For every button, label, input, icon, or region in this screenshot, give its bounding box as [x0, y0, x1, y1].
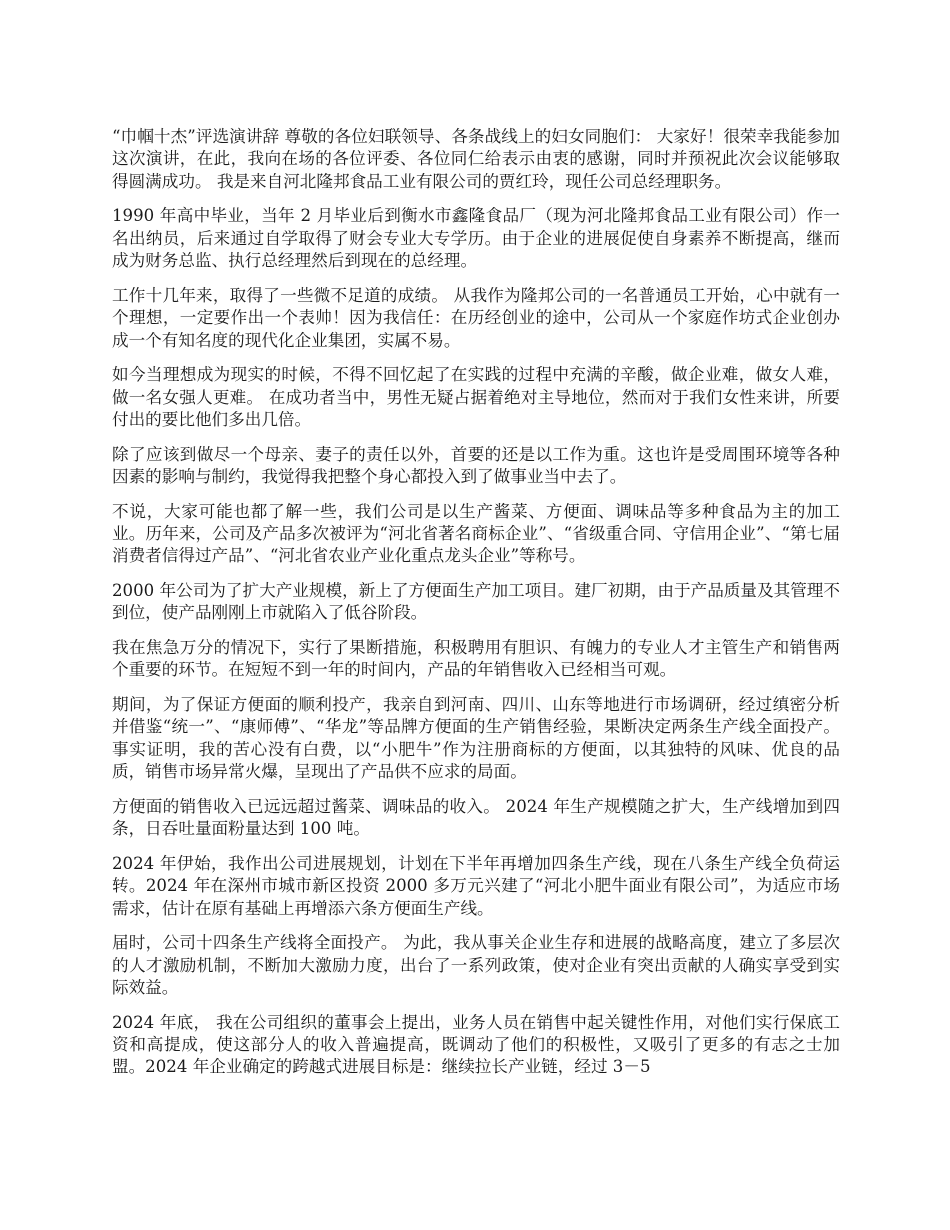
paragraph-7: 2000 年公司为了扩大产业规模，新上了方便面生产加工项目。建厂初期，由于产品质量及其管理不到位，使产品刚刚上市就陷入了低谷阶段。	[112, 581, 840, 623]
paragraph-2: 1990 年高中毕业，当年 2 月毕业后到衡水市鑫隆食品厂（现为河北隆邦食品工业有限公司）作一名出纳员，后来通过自学取得了财会专业大专学历。由于企业的进展促使自身素养不断提高，继而成为财务总监、执行总经理然后到现在的总经理。	[112, 206, 840, 271]
paragraph-1: “巾帼十杰”评选演讲辞 尊敬的各位妇联领导、各条战线上的妇女同胞们： 大家好！很荣幸我能参加这次演讲，在此，我向在场的各位评委、各位同仁给表示由衷的感谢，同时并预祝此次会议能够取得圆满成功。 我是来自河北隆邦食品工业有限公司的贾红玲，现任公司总经理职务。	[112, 127, 840, 191]
paragraph-13: 2024 年底， 我在公司组织的董事会上提出，业务人员在销售中起关键性作用，对他们实行保底工资和高提成，使这部分人的收入普遍提高，既调动了他们的积极性，又吸引了更多的有志之士加盟。2024 年企业确定的跨越式进展目标是：继续拉长产业链，经过 3－5	[112, 1012, 840, 1077]
paragraph-10: 方便面的销售收入已远远超过酱菜、调味品的收入。 2024 年生产规模随之扩大，生产线增加到四条，日吞吐量面粉量达到 100 吨。	[112, 796, 840, 839]
paragraph-12: 届时，公司十四条生产线将全面投产。 为此，我从事关企业生存和进展的战略高度，建立了多层次的人才激励机制，不断加大激励力度，出台了一系列政策，使对企业有突出贡献的人确实享受到实际效益。	[112, 933, 840, 998]
paragraph-9: 期间，为了保证方便面的顺利投产，我亲自到河南、四川、山东等地进行市场调研，经过缜密分析并借鉴“统一”、“康师傅”、“华龙”等品牌方便面的生产销售经验，果断决定两条生产线全面投产。事实证明，我的苦心没有白费，以“小肥牛”作为注册商标的方便面，以其独特的风味、优良的品质，销售市场异常火爆，呈现出了产品供不应求的局面。	[112, 695, 840, 782]
paragraph-5: 除了应该到做尽一个母亲、妻子的责任以外，首要的还是以工作为重。这也许是受周围环境等各种因素的影响与制约，我觉得我把整个身心都投入到了做事业当中去了。	[112, 444, 840, 487]
paragraph-8: 我在焦急万分的情况下，实行了果断措施，积极聘用有胆识、有魄力的专业人才主管生产和销售两个重要的环节。在短短不到一年的时间内，产品的年销售收入已经相当可观。	[112, 638, 840, 680]
paragraph-4: 如今当理想成为现实的时候，不得不回忆起了在实践的过程中充满的辛酸，做企业难，做女人难，做一名女强人更难。 在成功者当中，男性无疑占据着绝对主导地位，然而对于我们女性来讲，所要付出的要比他们多出几倍。	[112, 365, 840, 430]
paragraph-6: 不说，大家可能也都了解一些，我们公司是以生产酱菜、方便面、调味品等多种食品为主的加工业。历年来，公司及产品多次被评为“河北省著名商标企业”、“省级重合同、守信用企业”、“第七届消费者信得过产品”、“河北省农业产业化重点龙头企业”等称号。	[112, 501, 840, 566]
paragraph-3: 工作十几年来，取得了一些微不足道的成绩。 从我作为隆邦公司的一名普通员工开始，心中就有一个理想，一定要作出一个表帅！因为我信任：在历经创业的途中，公司从一个家庭作坊式企业创办成一个有知名度的现代化企业集团，实属不易。	[112, 285, 840, 350]
paragraph-11: 2024 年伊始，我作出公司进展规划，计划在下半年再增加四条生产线，现在八条生产线全负荷运转。2024 年在深州市城市新区投资 2000 多万元兴建了“河北小肥牛面业有限公司”，为适应市场需求，估计在原有基础上再增添六条方便面生产线。	[112, 853, 840, 918]
document-page	[112, 126, 840, 1091]
